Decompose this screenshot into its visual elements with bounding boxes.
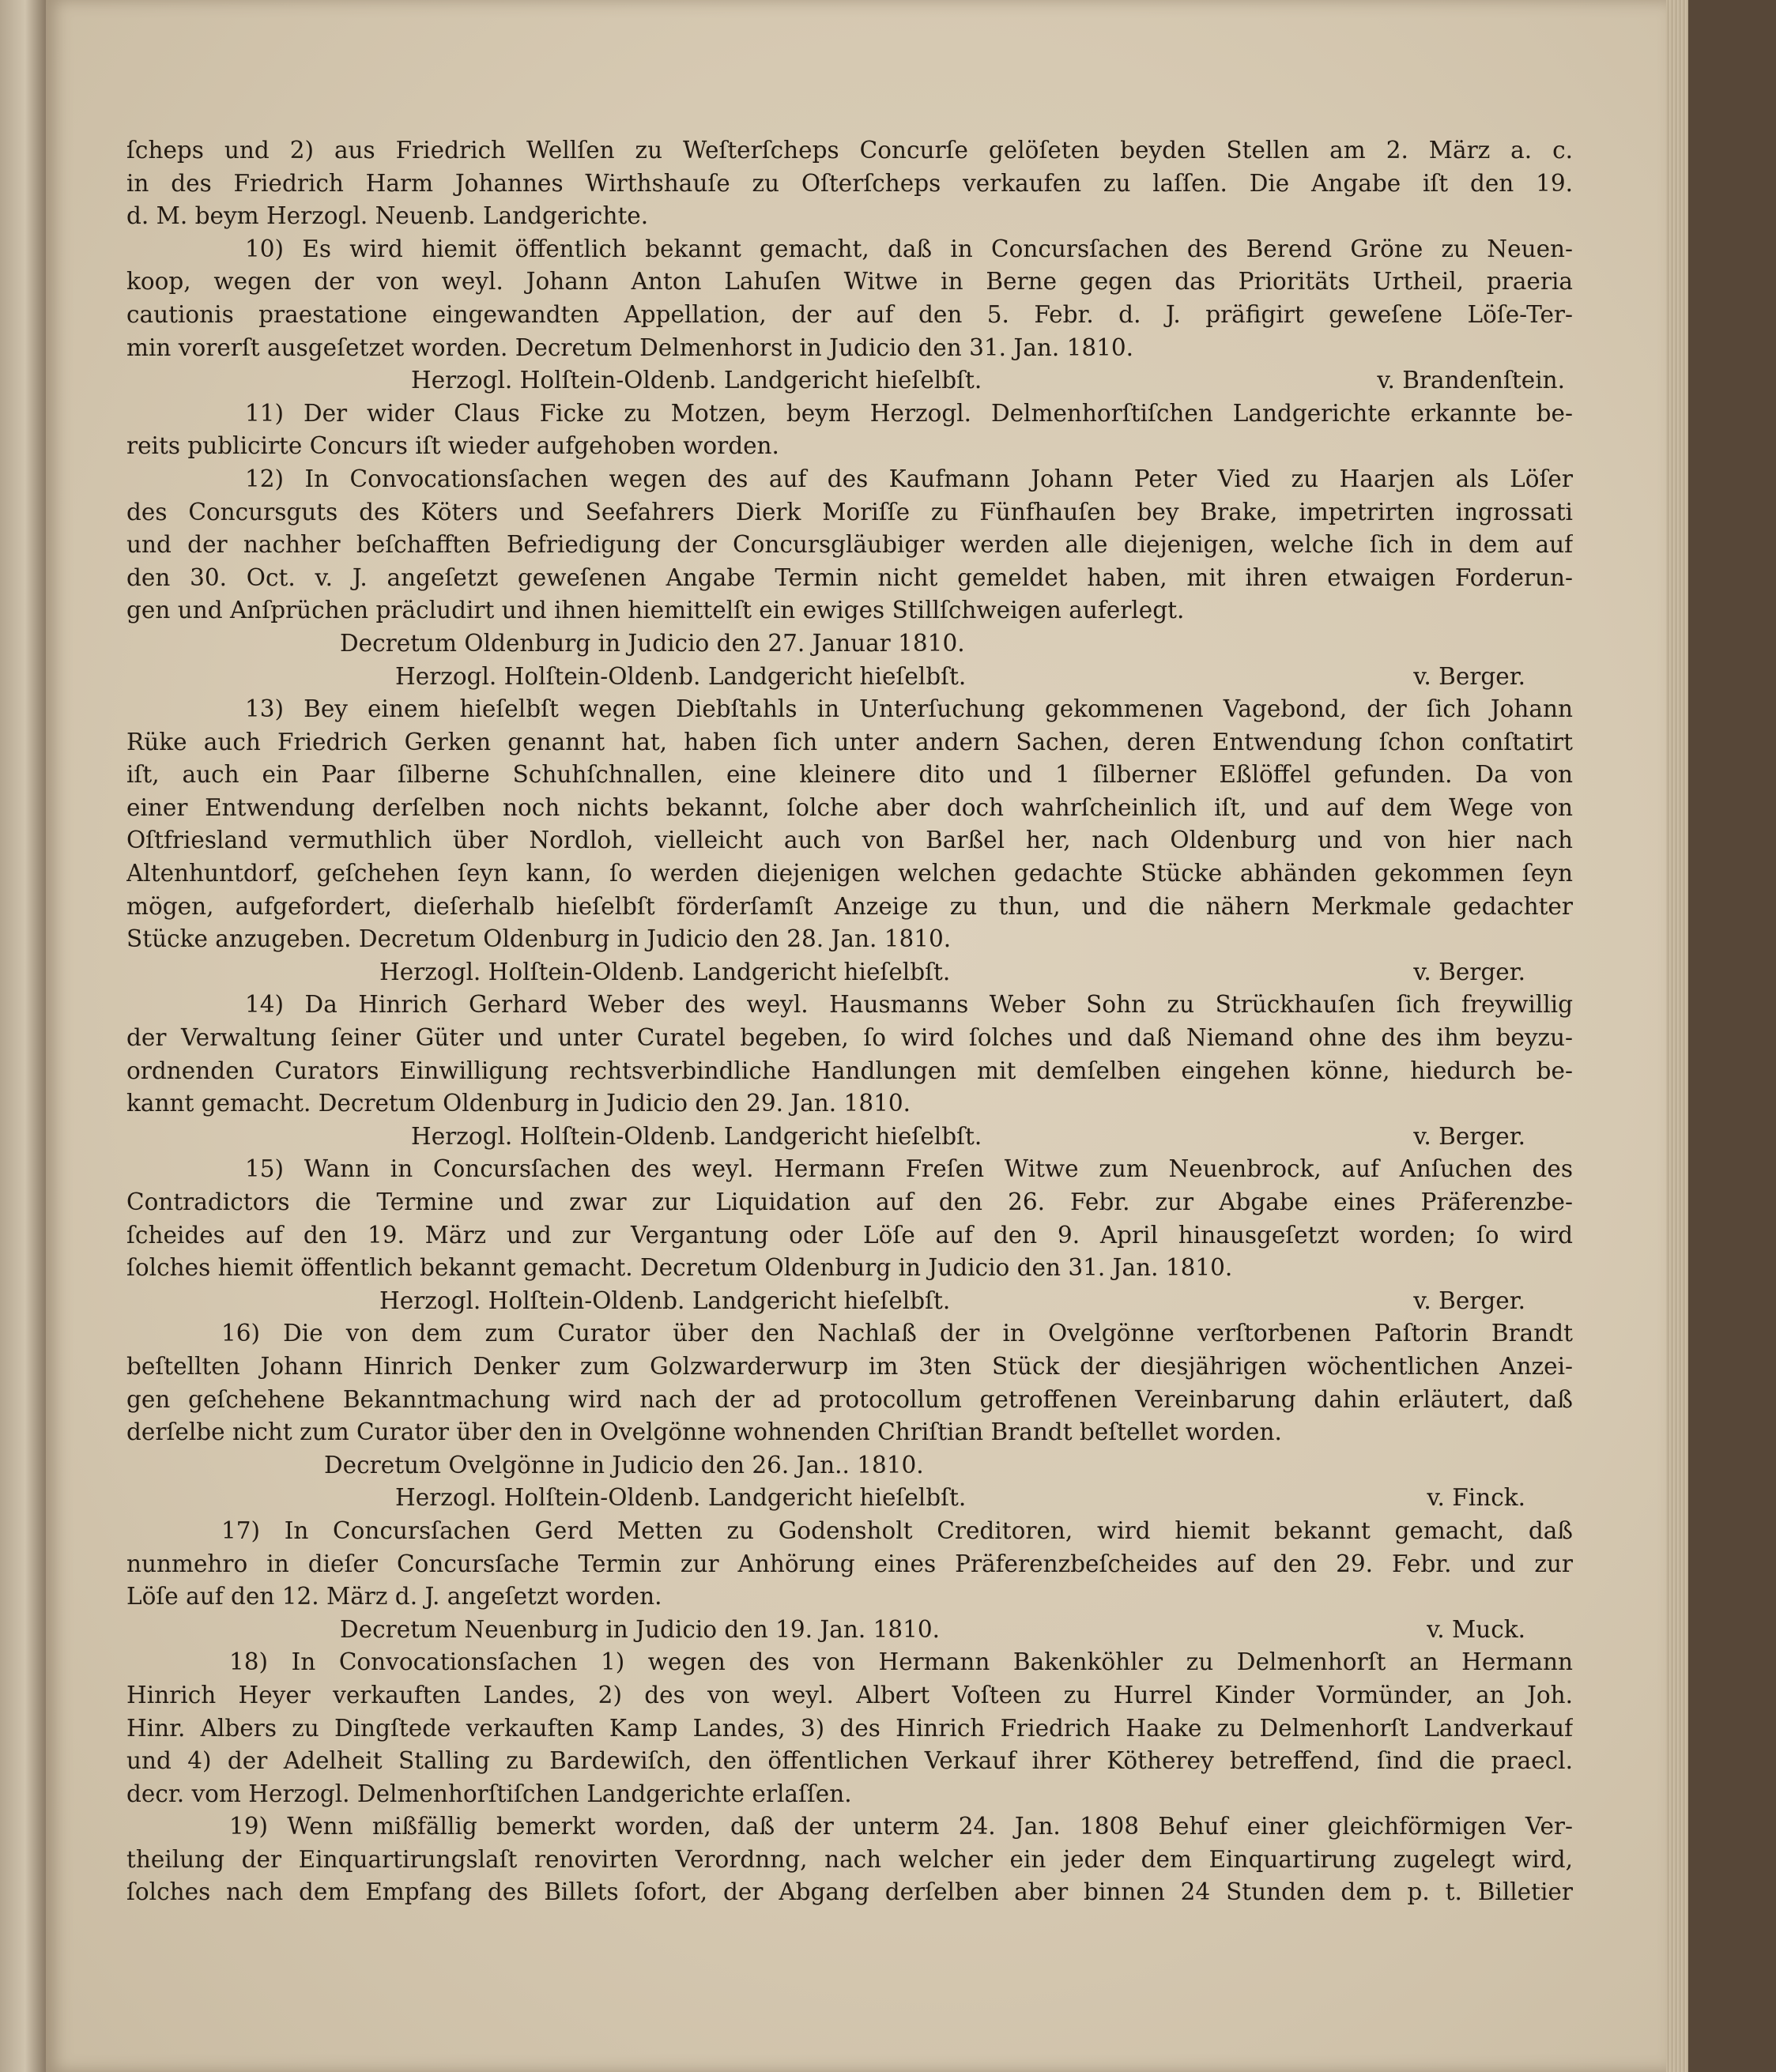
signatory: v. Brandenſtein. [1377,367,1565,394]
text-line: in des Friedrich Harm Johannes Wirthshauſe zu Oſterſcheps verkaufen zu laſſen. Die Angabe iſt den 19. [126,169,1573,197]
previous-page-edge [0,0,46,2072]
signatory: v. Muck. [1427,1615,1525,1643]
text-line: koop, wegen der von weyl. Johann Anton Lahuſen Witwe in Berne gegen das Prioritäts Urtheil, praeria [126,268,1573,296]
text-line: derſelbe nicht zum Curator über den in Ovelgönne wohnenden Chriſtian Brandt beſtellet worden. [126,1418,1282,1446]
text-line: ſcheides auf den 19. März und zur Vergantung oder Löſe auf den 9. April hinausgeſetzt worden; ſo wird [126,1221,1573,1249]
text-line: cautionis praestatione eingewandten Appellation, der auf den 5. Febr. d. J. präfigirt geweſene Löſe-Ter- [126,300,1573,328]
text-line: 19) Wenn mißfällig bemerkt worden, daß der unterm 24. Jan. 1808 Behuf einer gleichförmigen Ver- [229,1813,1573,1840]
text-line: 11) Der wider Claus Ficke zu Motzen, beym Herzogl. Delmenhorſtiſchen Landgerichte erkannte be- [245,399,1573,427]
signatory: v. Finck. [1427,1484,1525,1512]
signatory: v. Berger. [1413,662,1525,690]
text-line: reits publicirte Concurs iſt wieder aufgehoben worden. [126,432,779,460]
decree-line: Decretum Oldenburg in Judicio den 27. Januar 1810. [340,629,965,657]
text-line: ordnenden Curators Einwilligung rechtsverbindliche Handlungen mit demſelben eingehen könne, hiedurch be- [126,1057,1573,1084]
court-name: Herzogl. Holſtein-Oldenb. Landgericht hieſelbſt. [379,1287,951,1314]
text-line: min vorerſt ausgeſetzet worden. Decretum Delmenhorst in Judicio den 31. Jan. 1810. [126,333,1134,361]
text-line: d. M. beym Herzogl. Neuenb. Landgerichte. [126,202,649,230]
text-line: den 30. Oct. v. J. angeſetzt geweſenen Angabe Termin nicht gemeldet haben, mit ihren etwaigen Forderun- [126,563,1573,591]
text-line: und 4) der Adelheit Stalling zu Bardewiſch, den öffentlichen Verkauf ihrer Kötherey betreffend, ſind die praecl. [126,1747,1573,1775]
text-line: ſolches nach dem Empfang des Billets ſofort, der Abgang derſelben aber binnen 24 Stunden dem p. t. Billetier [126,1878,1573,1906]
text-line: einer Entwendung derſelben noch nichts bekannt, ſolche aber doch wahrſcheinlich iſt, und auf dem Wege von [126,793,1573,821]
court-name: Herzogl. Holſtein-Oldenb. Landgericht hieſelbſt. [411,1122,982,1150]
text-line: 18) In Convocationsſachen 1) wegen des von Hermann Bakenköhler zu Delmenhorſt an Hermann [229,1648,1573,1676]
text-line: Hinr. Albers zu Dingſtede verkauften Kamp Landes, 3) des Hinrich Friedrich Haake zu Delmenhorſt Landverkauf [126,1714,1573,1742]
text-line: Contradictors die Termine und zwar zur Liquidation auf den 26. Febr. zur Abgabe eines Präferenzbe- [126,1189,1573,1215]
text-line: und der nachher beſchafften Befriedigung der Concursgläubiger werden alle diejenigen, welche ſich in dem auf [126,531,1573,559]
text-line: ſolches hiemit öffentlich bekannt gemacht. Decretum Oldenburg in Judicio den 31. Jan. 1810. [126,1254,1233,1282]
text-line: gen geſchehene Bekanntmachung wird nach der ad protocollum getroffenen Vereinbarung dahin erläutert, daß [126,1385,1573,1413]
signatory: v. Berger. [1413,1122,1525,1150]
text-line: iſt, auch ein Paar ſilberne Schuhſchnallen, eine kleinere dito und 1 ſilberner Eßlöffel gefunden. Da von [126,761,1573,789]
page-fore-edge [1666,0,1688,2072]
text-line: kannt gemacht. Decretum Oldenburg in Judicio den 29. Jan. 1810. [126,1090,911,1117]
text-line: mögen, aufgefordert, dieſerhalb hieſelbſt förderſamſt Anzeige zu thun, und die nähern Merkmale gedachter [126,892,1573,920]
court-name: Herzogl. Holſtein-Oldenb. Landgericht hieſelbſt. [411,367,982,394]
text-line: der Verwaltung ſeiner Güter und unter Curatel begeben, ſo wird ſolches und daß Niemand ohne des ihm beyzu- [126,1024,1573,1052]
signature-line [126,1285,1573,1318]
court-name: Herzogl. Holſtein-Oldenb. Landgericht hieſelbſt. [379,958,951,985]
text-line: Rüke auch Friedrich Gerken genannt hat, haben ſich unter andern Sachen, deren Entwendung ſchon conſtatirt [126,728,1573,755]
text-line: 10) Es wird hiemit öffentlich bekannt gemacht, daß in Concursſachen des Berend Gröne zu Neuen- [245,235,1573,262]
text-line: Altenhuntdorf, geſchehen ſeyn kann, ſo werden diejenigen welchen gedachte Stücke abhänden gekommen ſeyn [126,860,1573,887]
text-line: 13) Bey einem hieſelbſt wegen Diebſtahls in Unterſuchung gekommenen Vagebond, der ſich Johann [245,695,1573,723]
signature-line [126,1482,1573,1515]
signature-line [126,1121,1573,1154]
text-line: beſtellten Johann Hinrich Denker zum Golzwarderwurp im 3ten Stück der diesjährigen wöchentlichen Anzei- [126,1352,1573,1380]
text-line: 15) Wann in Concursſachen des weyl. Hermann Freſen Witwe zum Neuenbrock, auf Anſuchen des [245,1155,1573,1183]
decree-signature-line [126,1614,1573,1647]
text-line: Stücke anzugeben. Decretum Oldenburg in Judicio den 28. Jan. 1810. [126,925,952,953]
signature-line [126,661,1573,694]
text-line: gen und Anſprüchen präcludirt und ihnen hiemittelſt ein ewiges Stillſchweigen auferlegt. [126,597,1185,624]
text-line: 14) Da Hinrich Gerhard Weber des weyl. Hausmanns Weber Sohn zu Strückhauſen ſich freywillig [245,991,1573,1019]
decree-line: Decretum Ovelgönne in Judicio den 26. Jan.. 1810. [324,1451,924,1479]
text-line: theilung der Einquartirungslaſt renovirten Verordnng, nach welcher ein jeder dem Einquartirung zugelegt wird, [126,1845,1573,1873]
court-name: Herzogl. Holſtein-Oldenb. Landgericht hieſelbſt. [395,662,967,690]
decree-text: Decretum Neuenburg in Judicio den 19. Jan. 1810. [340,1615,941,1643]
signatory: v. Berger. [1413,958,1525,985]
text-line: decr. vom Herzogl. Delmenhorſtiſchen Landgerichte erlaſſen. [126,1780,852,1807]
signature-line [126,364,1573,397]
signatory: v. Berger. [1413,1287,1525,1314]
text-line: Oſtfriesland vermuthlich über Nordloh, vielleicht auch von Barßel her, nach Oldenburg und von hier nach [126,827,1573,854]
text-line: 12) In Convocationsſachen wegen des auf des Kaufmann Johann Peter Vied zu Haarjen als Löſer [245,465,1573,492]
text-line: nunmehro in dieſer Concursſache Termin zur Anhörung eines Präferenzbeſcheides auf den 29. Febr. und zur [126,1550,1573,1577]
text-line: 17) In Concursſachen Gerd Metten zu Godensholt Creditoren, wird hiemit bekannt gemacht, daß [221,1516,1573,1544]
text-line: Hinrich Heyer verkauften Landes, 2) des von weyl. Albert Voſteen zu Hurrel Kinder Vormünder, an Joh. [126,1681,1573,1708]
text-line: 16) Die von dem zum Curator über den Nachlaß der in Ovelgönne verſtorbenen Paſtorin Brandt [221,1320,1573,1347]
court-name: Herzogl. Holſtein-Oldenb. Landgericht hieſelbſt. [395,1484,967,1512]
text-line: ſcheps und 2) aus Friedrich Wellſen zu Weſterſcheps Concurſe gelöſeten beyden Stellen am 2. März a. c. [126,137,1573,164]
text-line: Löſe auf den 12. März d. J. angeſetzt worden. [126,1583,662,1611]
page-text [126,134,1573,1909]
text-line: des Concursguts des Köters und Seefahrers Dierk Moriſſe zu Fünfhauſen bey Brake, impetrirten ingrossati [126,498,1573,526]
signature-line [126,956,1573,989]
